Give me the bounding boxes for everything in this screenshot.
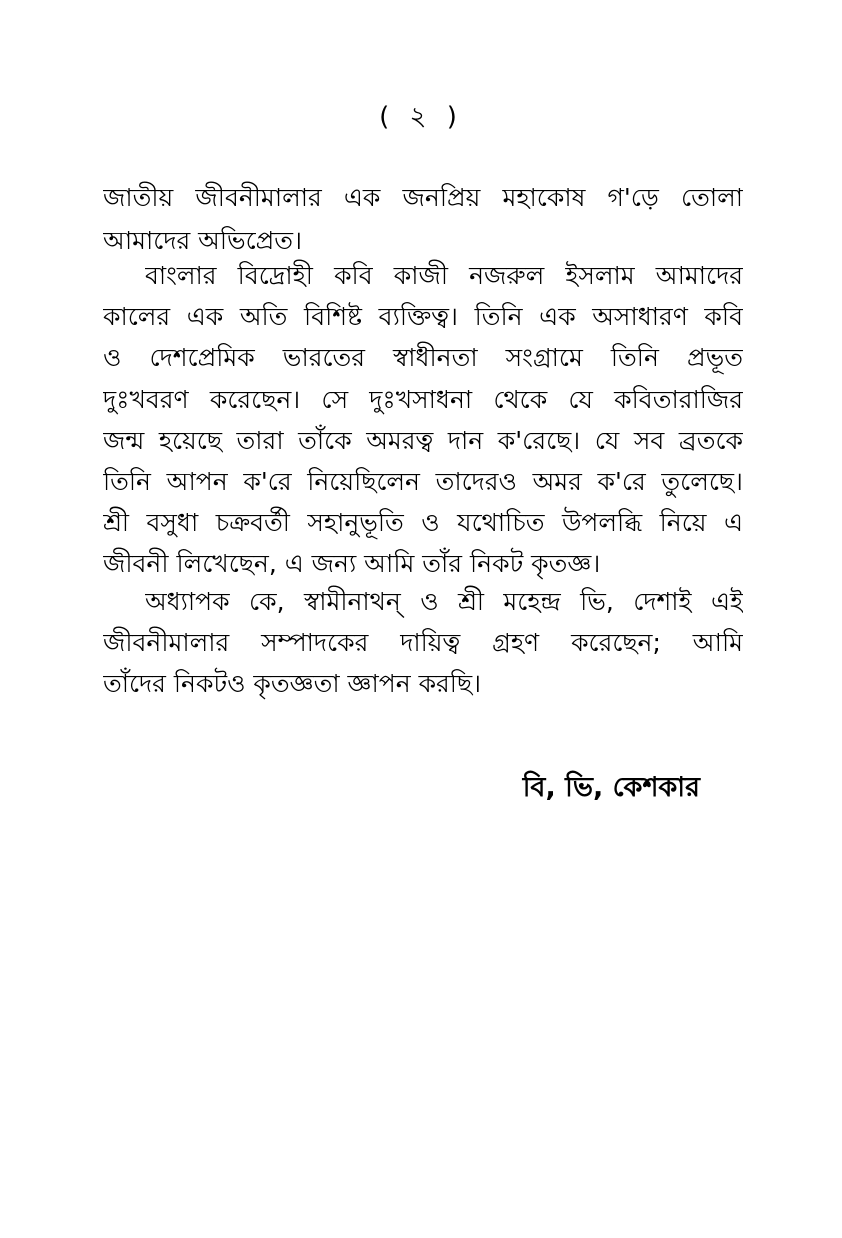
paragraph-2-line-2: কালের এক অতি বিশিষ্ট ব্যক্তিত্ব। তিনি এক অসাধারণ কবি <box>103 302 743 331</box>
paragraph-1-line-2: আমাদের অভিপ্রেত। <box>103 226 303 255</box>
paragraph-2-line-7: শ্রী বসুধা চক্রবর্তী সহানুভূতি ও যথোচিত উপলব্ধি নিয়ে এ <box>103 508 743 537</box>
paragraph-2-line-6: তিনি আপন ক'রে নিয়েছিলেন তাদেরও অমর ক'রে তুলেছে। <box>103 467 743 496</box>
paragraph-3-line-2: জীবনীমালার সম্পাদকের দায়িত্ব গ্রহণ করেছেন; আমি <box>103 628 743 657</box>
paragraph-2-line-3: ও দেশপ্রেমিক ভারতের স্বাধীনতা সংগ্রামে তিনি প্রভূত <box>103 343 743 372</box>
paragraph-1-line-1: জাতীয় জীবনীমালার এক জনপ্রিয় মহাকোষ গ'ড়ে তোলা <box>103 183 743 212</box>
paragraph-2-line-1: বাংলার বিদ্রোহী কবি কাজী নজরুল ইসলাম আমাদের <box>145 261 743 290</box>
author-signature: বি, ভি, কেশকার <box>522 772 700 803</box>
paragraph-2-line-8: জীবনী লিখেছেন, এ জন্য আমি তাঁর নিকট কৃতজ্ঞ। <box>103 549 601 578</box>
page-number: ( ২ ) <box>379 102 463 132</box>
paragraph-2-line-5: জন্ম হয়েছে তারা তাঁকে অমরত্ব দান ক'রেছে। যে সব ব্রতকে <box>103 426 743 455</box>
paragraph-3-line-1: অধ্যাপক কে, স্বামীনাথন্ ও শ্রী মহেন্দ্র ভি, দেশাই এই <box>145 587 743 616</box>
paragraph-2-line-4: দুঃখবরণ করেছেন। সে দুঃখসাধনা থেকে যে কবিতারাজির <box>103 385 743 414</box>
paragraph-3-line-3: তাঁদের নিকটও কৃতজ্ঞতা জ্ঞাপন করছি। <box>103 669 482 698</box>
